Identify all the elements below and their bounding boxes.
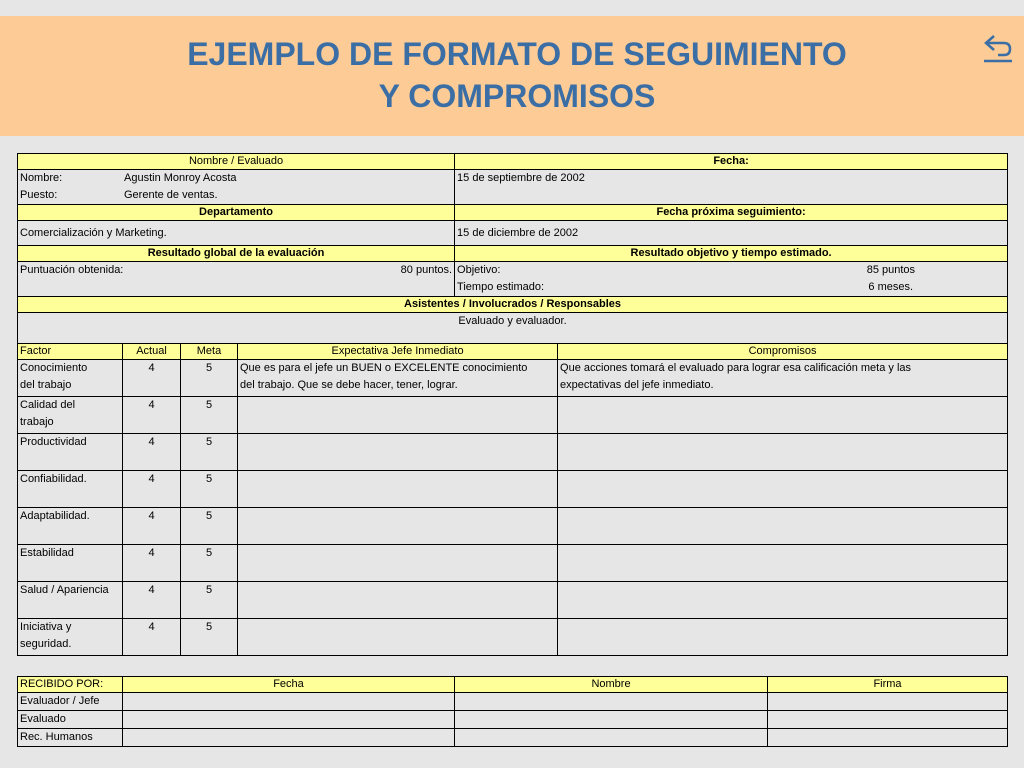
expectativa-cell	[238, 582, 558, 619]
factor-row	[18, 471, 1008, 508]
expectativa-cell	[238, 619, 558, 656]
meta-cell: 5	[181, 471, 238, 508]
recibido-firma-header: Firma	[768, 677, 1008, 693]
factor-cell: Estabilidad	[18, 545, 123, 582]
factor-row	[18, 360, 1008, 397]
objetivo-cell	[455, 262, 1008, 297]
expectativa-cell	[238, 397, 558, 434]
objetivo-value: 85 puntos	[866, 264, 916, 276]
compromisos-cell	[558, 545, 1008, 582]
resultado-global-header: Resultado global de la evaluación	[18, 246, 455, 262]
actual-cell: 4	[123, 545, 181, 582]
recibido-fecha-cell[interactable]	[123, 693, 455, 711]
compromisos-cell	[558, 508, 1008, 545]
puntuacion-label: Puntuación obtenida:	[20, 264, 124, 276]
departamento-header: Departamento	[18, 205, 455, 221]
factor-row	[18, 397, 1008, 434]
factor-cell: Iniciativa y seguridad.	[18, 619, 123, 656]
actual-column-header: Actual	[123, 344, 181, 360]
resultado-objetivo-header: Resultado objetivo y tiempo estimado.	[455, 246, 1008, 262]
recibido-firma-cell[interactable]	[768, 711, 1008, 729]
factor-row	[18, 434, 1008, 471]
factor-cell: Adaptabilidad.	[18, 508, 123, 545]
factor-cell: Calidad del trabajo	[18, 397, 123, 434]
objetivo-label: Objetivo:	[457, 264, 501, 276]
recibido-fecha-cell[interactable]	[123, 729, 455, 747]
compromisos-cell	[558, 582, 1008, 619]
meta-cell: 5	[181, 545, 238, 582]
recibido-nombre-cell[interactable]	[455, 729, 768, 747]
page-title	[0, 33, 1024, 117]
tiempo-value: 6 meses.	[868, 281, 914, 293]
factor-row	[18, 545, 1008, 582]
meta-cell: 5	[181, 397, 238, 434]
expectativa-cell: Que es para el jefe un BUEN o EXCELENTE conocimiento del trabajo. Que se debe hacer, tener, lograr.	[238, 360, 558, 397]
departamento-value: Comercialización y Marketing.	[18, 221, 455, 246]
actual-cell: 4	[123, 582, 181, 619]
factor-cell: Productividad	[18, 434, 123, 471]
compromisos-cell	[558, 619, 1008, 656]
recibido-table	[17, 676, 1008, 747]
recibido-nombre-cell[interactable]	[455, 711, 768, 729]
factor-cell: Confiabilidad.	[18, 471, 123, 508]
actual-cell: 4	[123, 434, 181, 471]
nombre-value: Agustin Monroy Acosta	[124, 172, 237, 184]
page-title-line-1: EJEMPLO DE FORMATO DE SEGUIMIENTO	[187, 36, 847, 72]
compromisos-column-header: Compromisos	[558, 344, 1008, 360]
asistentes-header: Asistentes / Involucrados / Responsables	[18, 297, 1008, 313]
meta-cell: 5	[181, 360, 238, 397]
recibido-firma-cell[interactable]	[768, 693, 1008, 711]
meta-cell: 5	[181, 434, 238, 471]
compromisos-cell	[558, 471, 1008, 508]
recibido-row	[18, 711, 1008, 729]
compromisos-cell	[558, 434, 1008, 471]
puesto-value: Gerente de ventas.	[124, 189, 218, 201]
nombre-evaluado-header: Nombre / Evaluado	[18, 154, 455, 170]
actual-cell: 4	[123, 471, 181, 508]
compromisos-cell	[558, 397, 1008, 434]
recibido-nombre-cell[interactable]	[455, 693, 768, 711]
nombre-label: Nombre:	[20, 172, 63, 184]
fecha-proxima-value: 15 de diciembre de 2002	[455, 221, 1008, 246]
expectativa-column-header: Expectativa Jefe Inmediato	[238, 344, 558, 360]
tiempo-label: Tiempo estimado:	[457, 281, 545, 293]
factor-cell: Conocimiento del trabajo	[18, 360, 123, 397]
expectativa-cell	[238, 434, 558, 471]
back-arrow-icon[interactable]	[980, 28, 1016, 64]
page-title-line-2: Y COMPROMISOS	[378, 78, 656, 114]
puntuacion-value: 80 puntos.	[400, 264, 453, 276]
compromisos-cell: Que acciones tomará el evaluado para lograr esa calificación meta y las expectativas del jefe inmediato.	[558, 360, 1008, 397]
recibido-role-cell: Rec. Humanos	[18, 729, 123, 747]
factor-column-header: Factor	[18, 344, 123, 360]
fecha-header: Fecha:	[455, 154, 1008, 170]
recibido-fecha-cell[interactable]	[123, 711, 455, 729]
fecha-proxima-header: Fecha próxima seguimiento:	[455, 205, 1008, 221]
puesto-label: Puesto:	[20, 189, 58, 201]
puntuacion-cell	[18, 262, 455, 297]
recibido-row	[18, 729, 1008, 747]
nombre-puesto-cell	[18, 170, 455, 205]
meta-column-header: Meta	[181, 344, 238, 360]
factor-row	[18, 619, 1008, 656]
factor-row	[18, 582, 1008, 619]
recibido-row	[18, 693, 1008, 711]
meta-cell: 5	[181, 582, 238, 619]
seguimiento-table	[17, 153, 1008, 656]
meta-cell: 5	[181, 508, 238, 545]
fecha-value: 15 de septiembre de 2002	[455, 170, 1008, 205]
recibido-role-cell: Evaluado	[18, 711, 123, 729]
factor-cell: Salud / Apariencia	[18, 582, 123, 619]
factor-row	[18, 508, 1008, 545]
recibido-firma-cell[interactable]	[768, 729, 1008, 747]
meta-cell: 5	[181, 619, 238, 656]
recibido-por-header: RECIBIDO POR:	[18, 677, 123, 693]
asistentes-value: Evaluado y evaluador.	[18, 313, 1008, 344]
expectativa-cell	[238, 508, 558, 545]
actual-cell: 4	[123, 360, 181, 397]
recibido-fecha-header: Fecha	[123, 677, 455, 693]
actual-cell: 4	[123, 397, 181, 434]
expectativa-cell	[238, 471, 558, 508]
recibido-nombre-header: Nombre	[455, 677, 768, 693]
expectativa-cell	[238, 545, 558, 582]
recibido-role-cell: Evaluador / Jefe	[18, 693, 123, 711]
actual-cell: 4	[123, 619, 181, 656]
actual-cell: 4	[123, 508, 181, 545]
